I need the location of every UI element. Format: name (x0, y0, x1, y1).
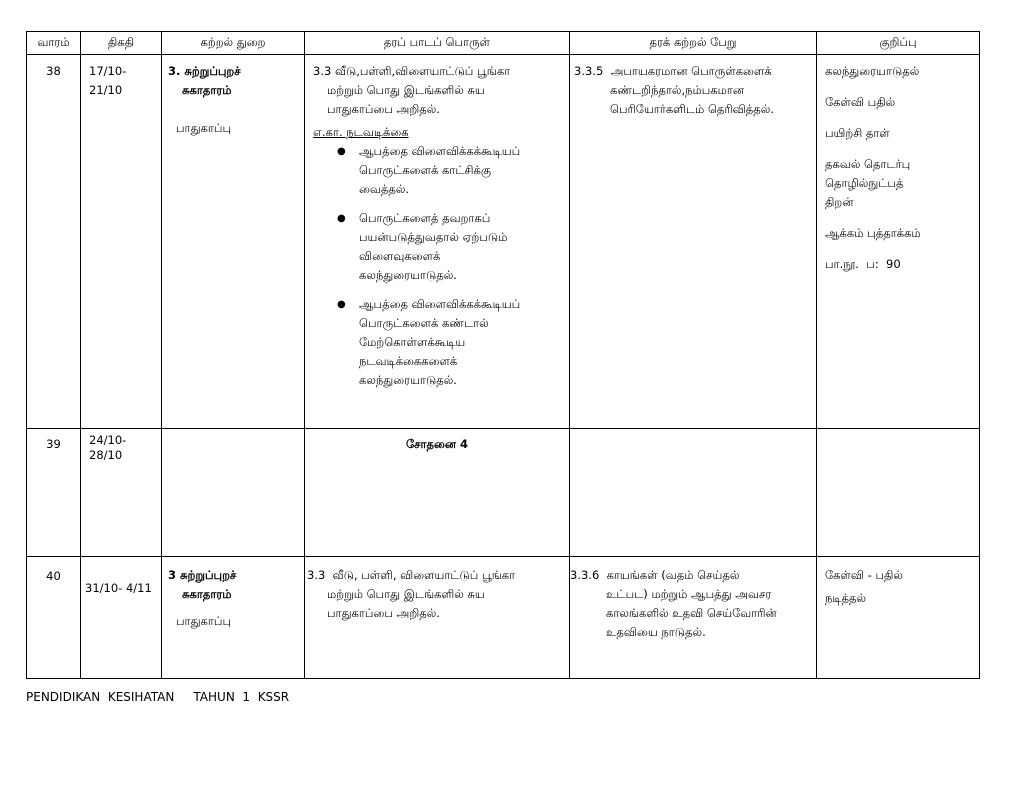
note-item: நடித்தல் (825, 591, 867, 605)
learning-standard-cell (570, 55, 817, 429)
outcome-line: காலங்களில் உதவி செய்வோரின் (606, 606, 777, 620)
note-item: பயிற்சி தாள் (825, 126, 890, 140)
content-standard-cell (305, 55, 570, 429)
content-line: பாதுகாப்பை அறிதல். (327, 606, 440, 620)
date-line: 21/10 (89, 83, 123, 97)
learning-area-cell (162, 55, 305, 429)
week-cell (27, 557, 81, 679)
table-row (27, 429, 980, 557)
note-item: கலந்துரையாடுதல் (825, 64, 920, 78)
note-item: ஆக்கம் புத்தாக்கம் (825, 226, 921, 240)
footer-subject: PENDIDIKAN KESIHATAN (26, 690, 175, 704)
lesson-plan-table (26, 31, 980, 679)
note-item: திறன் (825, 195, 854, 209)
activity-bullet: ● ஆபத்தை விளைவிக்கக்கூடியப் பொருட்களைக் காட்சிக்கு வைத்தல். (313, 142, 569, 199)
notes-cell (817, 55, 980, 429)
learning-standard-cell (570, 557, 817, 679)
date-cell (81, 557, 162, 679)
header-learning-area: கற்றல் துறை (162, 32, 305, 55)
date-line: 31/10- 4/11 (85, 581, 152, 595)
activity-bullet: ● ஆபத்தை விளைவிக்கக்கூடியப் பொருட்களைக் கண்டால் மேற்கொள்ளக்கூடிய நடவடிக்கைகளைக் கலந்துரையாடுதல். (313, 295, 569, 390)
area-title: 3 சுற்றுப்புறச் (168, 568, 237, 582)
note-item: தொழில்நுட்பத் (825, 176, 904, 190)
date-line: 28/10 (89, 448, 123, 462)
content-standard-cell (305, 429, 570, 557)
header-content-standard: தரப் பாடப் பொருள் (305, 32, 570, 55)
content-line: 3.3 வீடு,பள்ளி,விளையாட்டுப் பூங்கா (313, 64, 511, 78)
notes-cell (817, 429, 980, 557)
content-line: மற்றும் பொது இடங்களில் சுய (327, 587, 485, 601)
learning-area-cell (162, 557, 305, 679)
note-item: கேள்வி பதில் (825, 95, 896, 109)
activity-bullet: ● பொருட்களைத் தவறாகப் பயன்படுத்துவதால் ஏற்படும் விளைவுகளைக் கலந்துரையாடுதல். (313, 209, 569, 285)
table-row (27, 55, 980, 429)
outcome-line: 3.3.6 காயங்கள் (வதம் செய்தல் (570, 568, 740, 582)
note-item: கேள்வி - பதில் (825, 568, 903, 582)
learning-area-cell (162, 429, 305, 557)
area-title: சுகாதாரம் (182, 83, 232, 97)
footer-level: TAHUN 1 KSSR (193, 690, 290, 704)
date-cell (81, 429, 162, 557)
note-item: தகவல் தொடர்பு (825, 157, 911, 171)
header-notes: குறிப்பு (817, 32, 980, 55)
week-cell (27, 429, 81, 557)
area-title: சுகாதாரம் (182, 587, 232, 601)
content-line: பாதுகாப்பை அறிதல். (327, 102, 440, 116)
date-line: 24/10- (89, 433, 127, 447)
week-cell (27, 55, 81, 429)
header-learning-standard: தரக் கற்றல் பேறு (570, 32, 817, 55)
header-week: வாரம் (27, 32, 81, 55)
week-number: 39 (46, 437, 61, 451)
header-date: திகதி (81, 32, 162, 55)
notes-cell (817, 557, 980, 679)
area-title: 3. சுற்றுப்புறச் (168, 64, 241, 78)
area-subtitle: பாதுகாப்பு (176, 614, 232, 628)
outcome-line: 3.3.5 அபாயகரமான பொருள்களைக் (574, 64, 772, 78)
table-header-row (27, 32, 980, 55)
content-standard-cell (305, 557, 570, 679)
outcome-line: பெரியோர்களிடம் தெரிவித்தல். (610, 102, 774, 116)
date-cell (81, 55, 162, 429)
outcome-line: கண்டறிந்தால்,நம்பகமான (610, 83, 745, 97)
outcome-line: உதவியை நாடுதல். (606, 625, 706, 639)
date-line: 17/10- (89, 64, 127, 78)
content-line: 3.3 வீடு, பள்ளி, விளையாட்டுப் பூங்கா (307, 568, 516, 582)
week-number: 40 (46, 569, 61, 583)
exam-label: சோதனை 4 (405, 437, 469, 451)
outcome-line: உட்பட) மற்றும் ஆபத்து அவசர (606, 587, 772, 601)
page-footer (26, 690, 289, 704)
note-item: பா.நூ. ப: 90 (825, 257, 901, 271)
area-subtitle: பாதுகாப்பு (176, 121, 232, 135)
content-line: மற்றும் பொது இடங்களில் சுய (327, 83, 485, 97)
activity-title: எ.கா. நடவடிக்கை (313, 125, 409, 139)
table-row (27, 557, 980, 679)
week-number: 38 (46, 64, 61, 78)
learning-standard-cell (570, 429, 817, 557)
